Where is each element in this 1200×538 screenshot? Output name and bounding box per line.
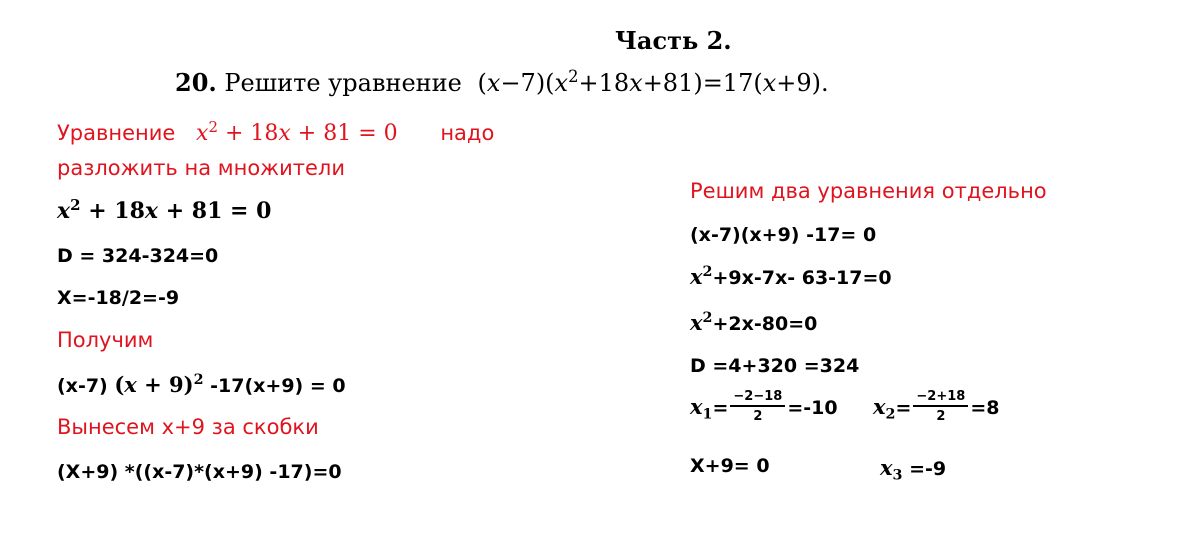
x1-result: =-10 xyxy=(787,397,838,419)
x2-result: =8 xyxy=(970,397,1000,419)
problem-statement xyxy=(175,68,829,97)
squared-term: $(x + 9)^2$ xyxy=(114,372,204,397)
factor-note-word: Уравнение xyxy=(57,121,176,145)
x2-denominator: 2 xyxy=(936,409,946,424)
equation-last: X+9= 0 xyxy=(690,455,770,477)
problem-equation: $(x-7)(x^2+18x+81)=17(x+9)$ xyxy=(477,67,822,97)
factor-note-tail: надо xyxy=(440,121,495,145)
right-discriminant: D =4+320 =324 xyxy=(690,355,860,377)
x2-fraction xyxy=(913,389,968,424)
root-x2: $x_2=$ $\frac{-2+18}{2}$ =8 xyxy=(873,389,1000,424)
x1-numerator: −2−18 xyxy=(730,389,785,407)
equation-3: $x^2+2x-80=0$ xyxy=(690,310,818,335)
squared-expression-end: -17(x+9) = 0 xyxy=(210,375,346,397)
factor-note-equation: $x^2 + 18x + 81 = 0$ xyxy=(196,117,398,146)
x1-denominator: 2 xyxy=(753,409,763,424)
factor-note-line2: разложить на множители xyxy=(57,156,345,180)
problem-text: Решите уравнение xyxy=(224,69,462,97)
equation-2-rest: +9x-7x- 63-17=0 xyxy=(712,267,892,289)
x1-fraction xyxy=(730,389,785,424)
problem-end: . xyxy=(821,69,829,97)
factored-expression: (X+9) *((x-7)*(x+9) -17)=0 xyxy=(57,461,342,483)
squared-expression xyxy=(57,372,346,397)
root-x1: $x_1=$ $\frac{-2-18}{2}$ =-10 xyxy=(690,389,838,424)
factor-note-line1 xyxy=(57,117,495,146)
get-label: Получим xyxy=(57,328,154,352)
x3-result: =-9 xyxy=(909,458,947,480)
quadratic-equation: $x^2 + 18x + 81 = 0$ xyxy=(57,195,272,224)
equation-2: $x^2+9x-7x-$ 63-17=0 xyxy=(690,264,892,289)
x2-numerator: −2+18 xyxy=(913,389,968,407)
left-discriminant: D = 324-324=0 xyxy=(57,245,219,267)
root-x3: $x_3 =-9$ xyxy=(880,455,947,484)
equation-1: (x-7)(x+9) -17= 0 xyxy=(690,224,877,246)
squared-expression-start: (x-7) xyxy=(57,375,108,397)
right-heading: Решим два уравнения отдельно xyxy=(690,179,1047,203)
equation-3-rest: +2x-80=0 xyxy=(712,313,818,335)
part-title: Часть 2. xyxy=(615,26,732,55)
problem-number: 20. xyxy=(175,68,217,97)
left-root: X=-18/2=-9 xyxy=(57,287,180,309)
factor-out-label: Вынесем x+9 за скобки xyxy=(57,415,319,439)
